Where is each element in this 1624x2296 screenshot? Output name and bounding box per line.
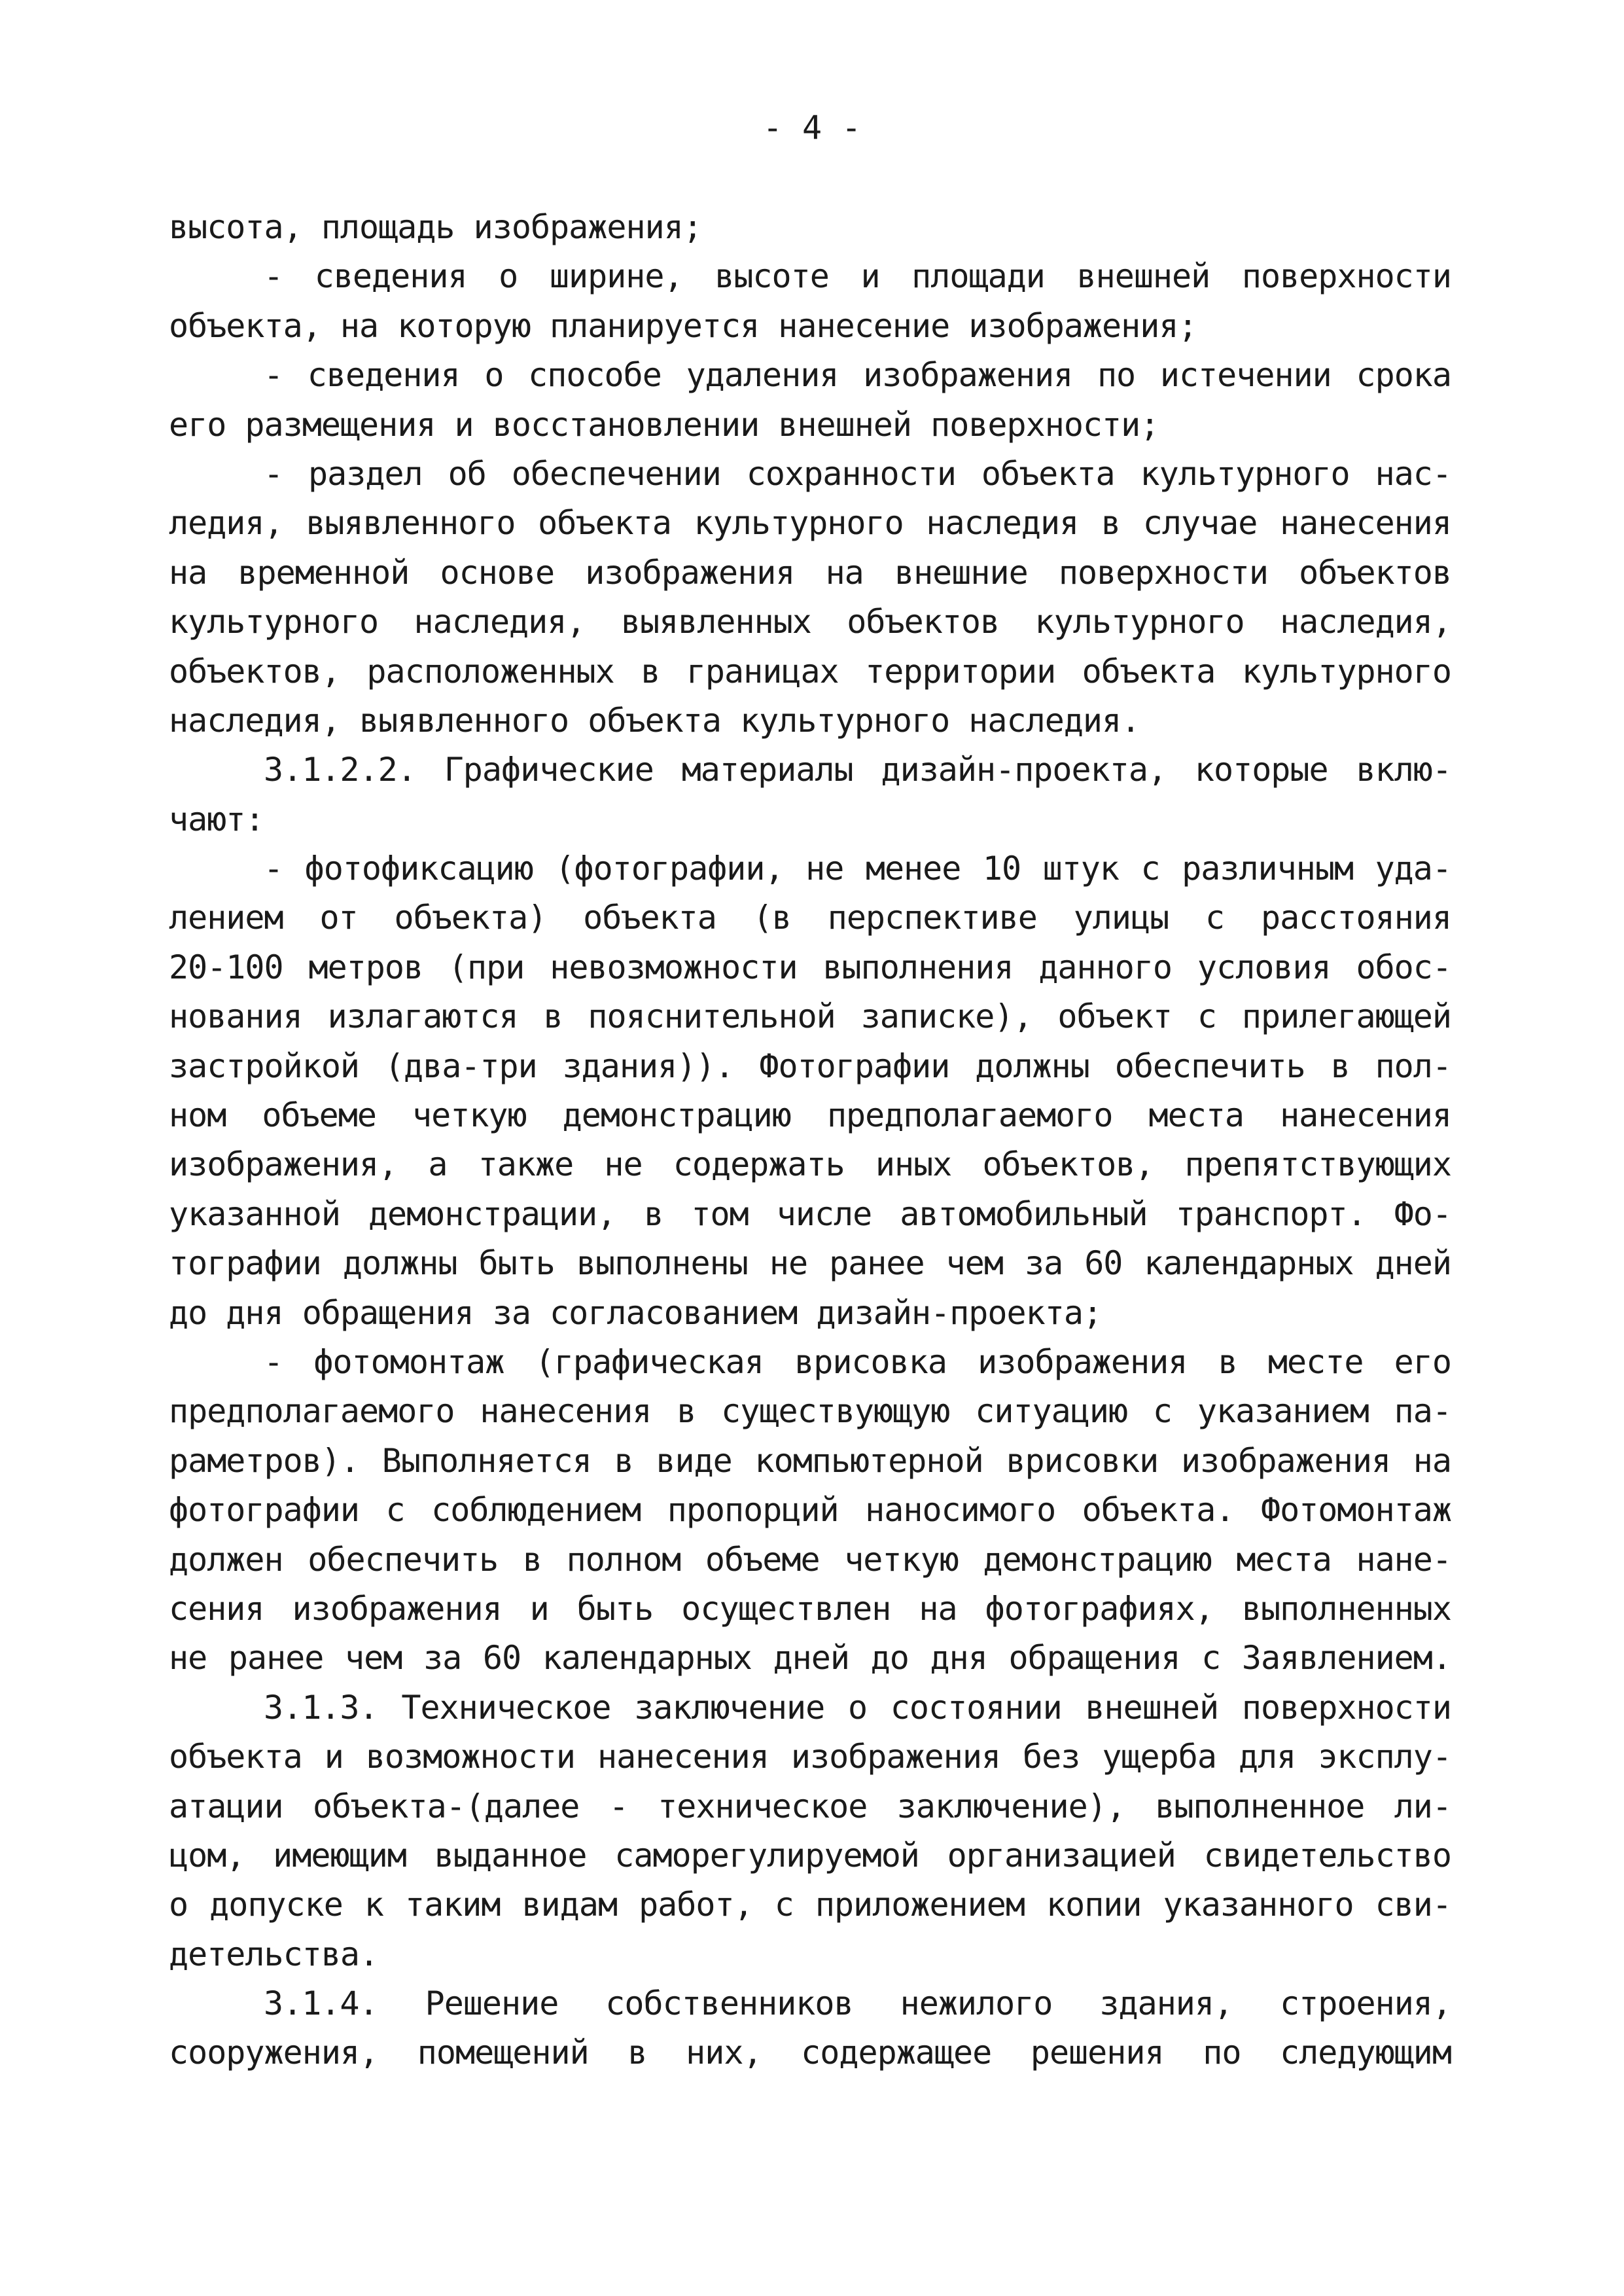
text-line: ледия, выявленного объекта культурного наследия в случае нанесения (169, 504, 1451, 543)
text-line: детельства. (169, 1935, 379, 1973)
text-line: на временной основе изображения на внешние поверхности объектов (169, 553, 1451, 592)
document-body (169, 203, 1451, 2078)
text-line: предполагаемого нанесения в существующую ситуацию с указанием па- (169, 1392, 1451, 1431)
text-line: лением от объекта) объекта (в перспективе улицы с расстояния (169, 899, 1451, 937)
text-line: изображения, а также не содержать иных объектов, препятствующих (169, 1145, 1451, 1184)
text-line: фотографии с соблюдением пропорций наносимого объекта. Фотомонтаж (169, 1491, 1451, 1530)
text-line: - фотофиксацию (фотографии, не менее 10 штук с различным уда- (264, 850, 1451, 888)
text-line: культурного наследия, выявленных объектов культурного наследия, (169, 603, 1451, 641)
text-line: о допуске к таким видам работ, с приложением копии указанного сви- (169, 1886, 1451, 1924)
text-line: его размещения и восстановлении внешней поверхности; (169, 405, 1159, 444)
text-line: указанной демонстрации, в том числе автомобильный транспорт. Фо- (169, 1194, 1451, 1233)
text-line: - сведения о ширине, высоте и площади внешней поверхности (264, 257, 1451, 296)
text-line: раметров). Выполняется в виде компьютерной врисовки изображения на (169, 1441, 1451, 1480)
text-line: сооружения, помещений в них, содержащее решения по следующим (169, 2034, 1451, 2072)
text-line: нования излагаются в пояснительной записке), объект с прилегающей (169, 997, 1451, 1036)
text-line: объекта и возможности нанесения изображения без ущерба для эксплу- (169, 1738, 1451, 1776)
text-line: объектов, расположенных в границах территории объекта культурного (169, 652, 1451, 691)
text-line: должен обеспечить в полном объеме четкую демонстрацию места нане- (169, 1540, 1451, 1579)
text-line: 20-100 метров (при невозможности выполнения данного условия обос- (169, 948, 1451, 986)
text-line: не ранее чем за 60 календарных дней до дня обращения с Заявлением. (169, 1639, 1451, 1677)
text-line: тографии должны быть выполнены не ранее чем за 60 календарных дней (169, 1244, 1451, 1283)
text-line: застройкой (два-три здания)). Фотографии должны обеспечить в пол- (169, 1047, 1451, 1085)
text-line: 3.1.2.2. Графические материалы дизайн-проекта, которые вклю- (264, 751, 1451, 789)
text-line: атации объекта-(далее - техническое заключение), выполненное ли- (169, 1787, 1451, 1825)
text-line: высота, площадь изображения; (169, 208, 702, 246)
text-line: 3.1.3. Техническое заключение о состоянии внешней поверхности (264, 1688, 1451, 1727)
text-line: 3.1.4. Решение собственников нежилого здания, строения, (264, 1984, 1451, 2023)
text-line: до дня обращения за согласованием дизайн-проекта; (169, 1293, 1103, 1332)
text-line: ном объеме четкую демонстрацию предполагаемого места нанесения (169, 1096, 1451, 1135)
text-line: - раздел об обеспечении сохранности объекта культурного нас- (264, 454, 1451, 493)
text-line: - сведения о способе удаления изображения по истечении срока (264, 356, 1451, 395)
text-line: - фотомонтаж (графическая врисовка изображения в месте его (264, 1342, 1451, 1381)
text-line: сения изображения и быть осуществлен на фотографиях, выполненных (169, 1589, 1451, 1628)
text-line: наследия, выявленного объекта культурного наследия. (169, 701, 1140, 740)
text-line: объекта, на которую планируется нанесение изображения; (169, 306, 1197, 345)
text-line: цом, имеющим выданное саморегулируемой организацией свидетельство (169, 1836, 1451, 1874)
text-line: чают: (169, 800, 264, 838)
page-number: - 4 - (762, 109, 862, 147)
